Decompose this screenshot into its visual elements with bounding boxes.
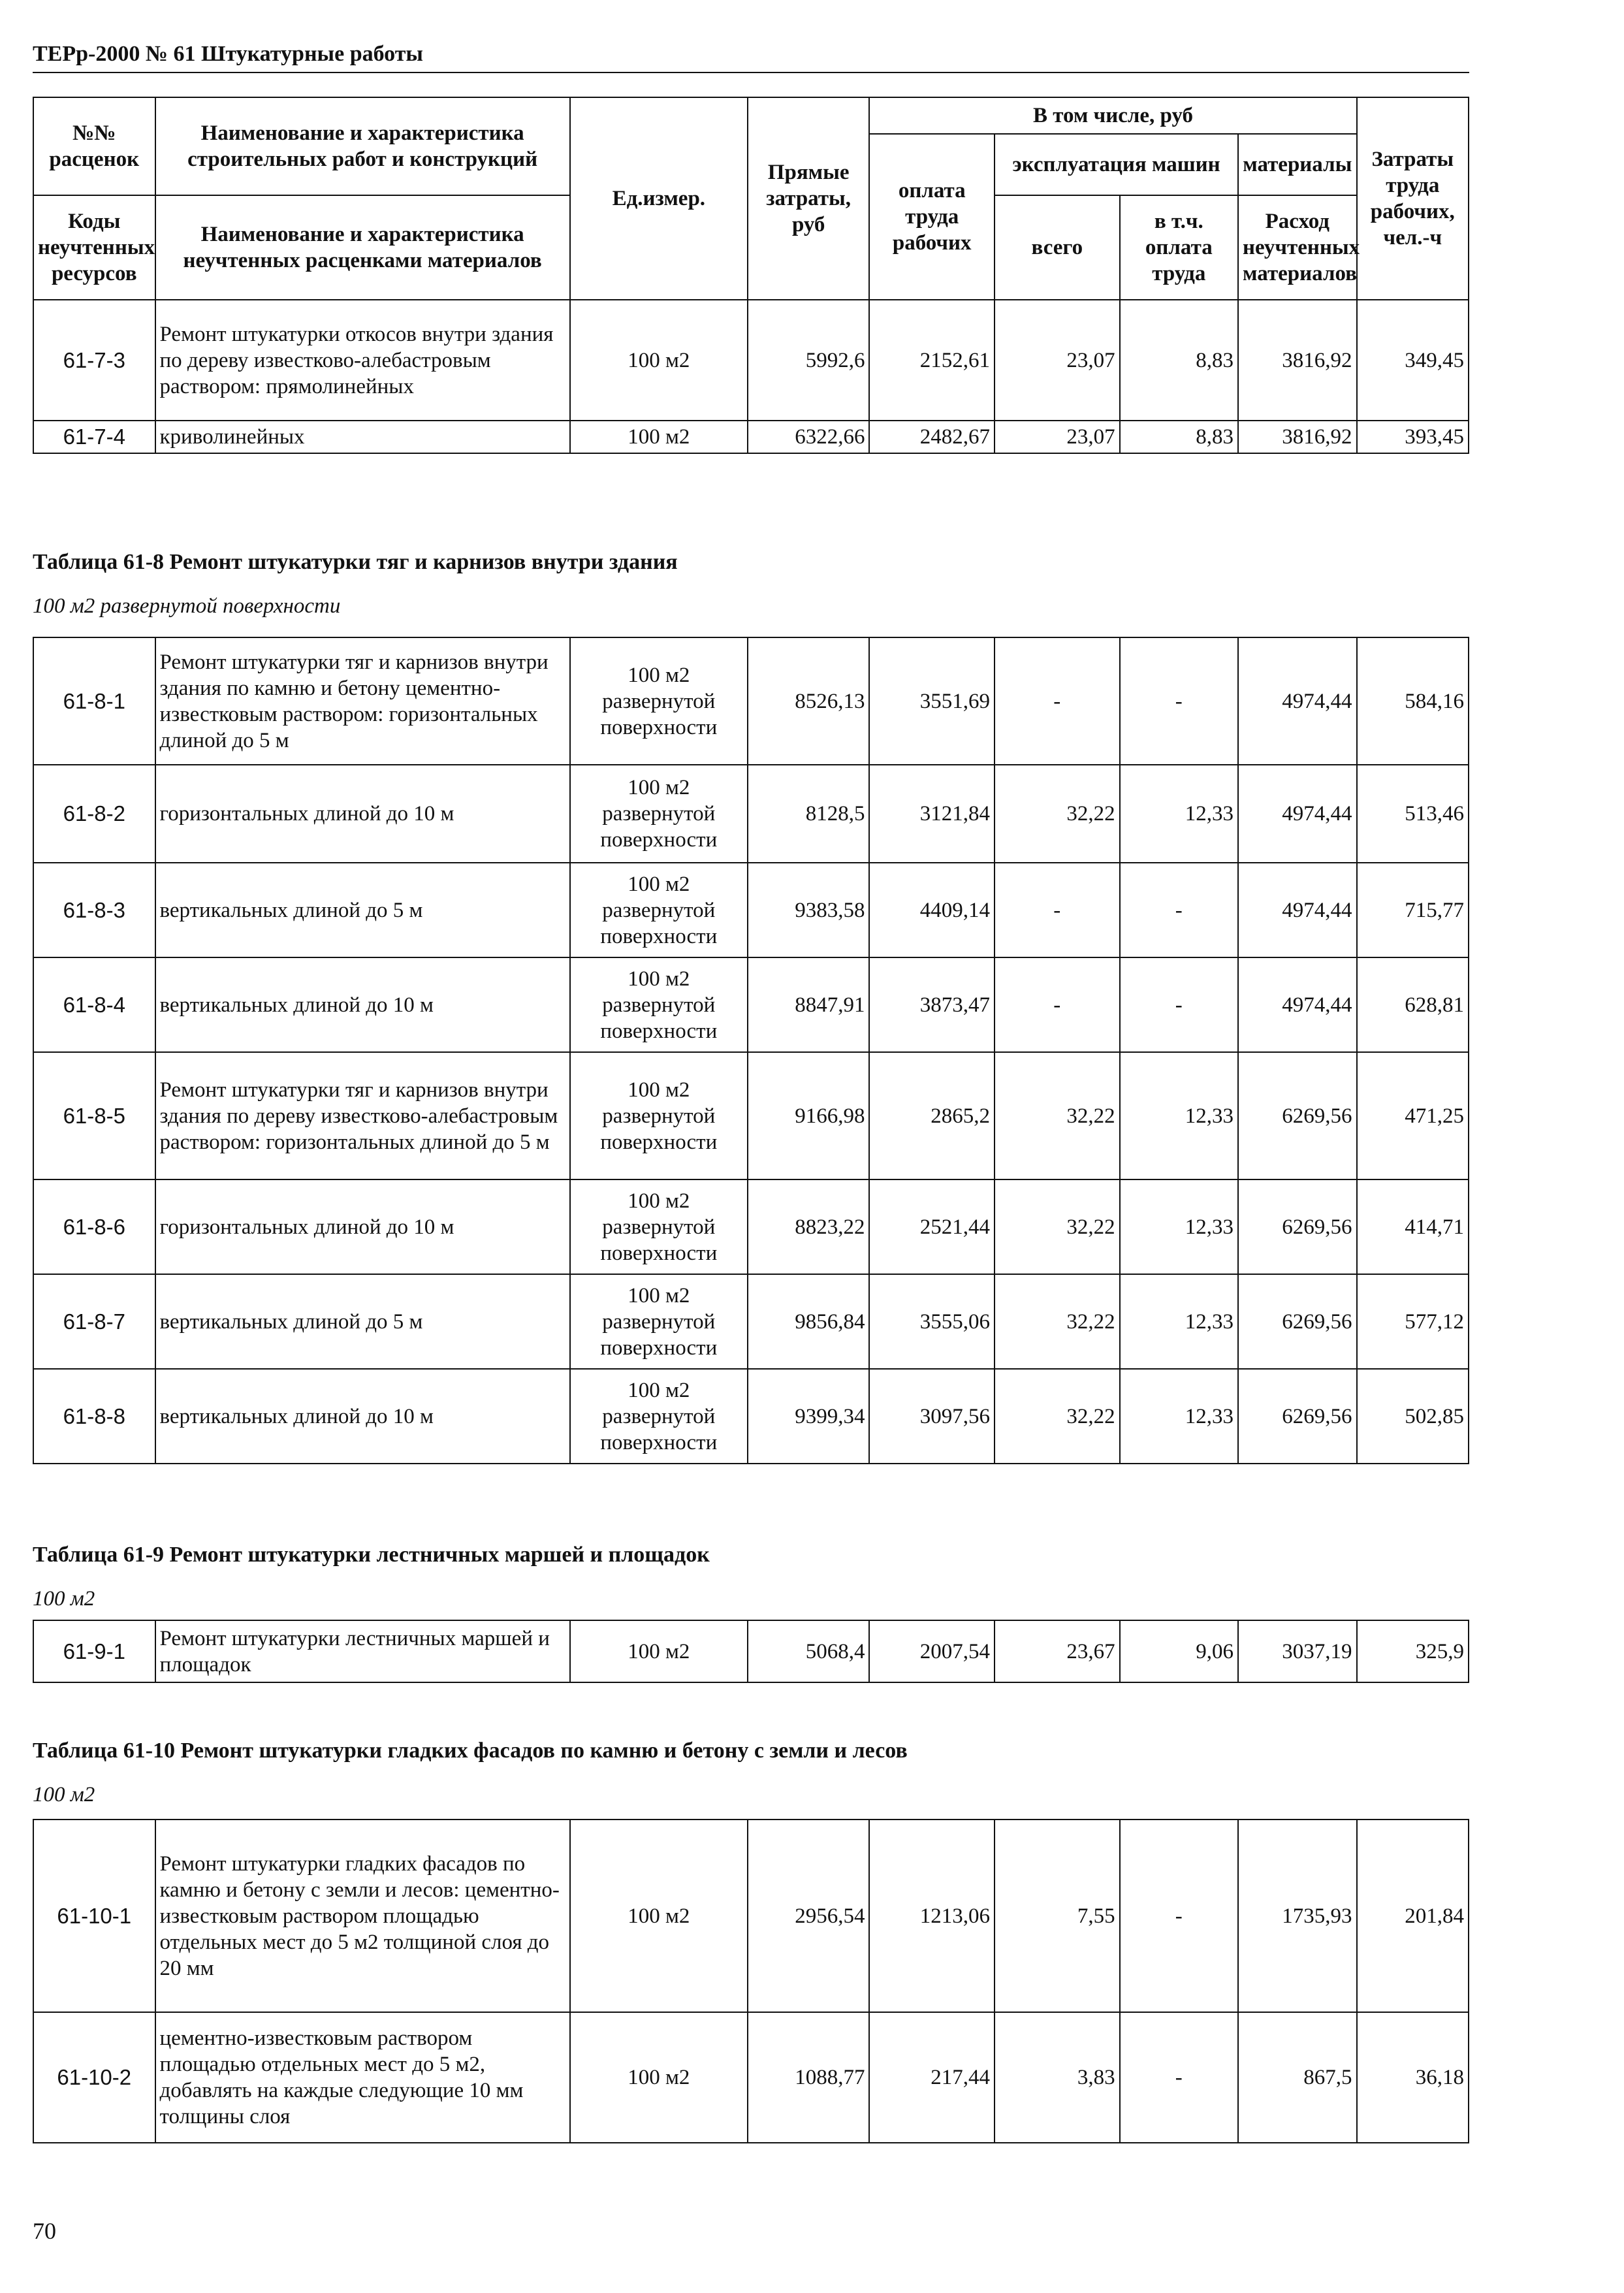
rate-code-cell: 61-8-1 [33,637,155,765]
machine-costs-cell: 32,22 [995,1274,1120,1369]
work-description-cell: цементно-известковым раствором площадью отдельных мест до 5 м2, добавлять на каждые следующие 10 мм толщины слоя [155,2012,570,2143]
table-row [33,300,1469,421]
materials-cost-cell: 4974,44 [1238,863,1356,957]
labor-pay-cell: 2521,44 [869,1179,995,1274]
labor-pay-cell: 3097,56 [869,1369,995,1464]
labor-pay-cell: 3555,06 [869,1274,995,1369]
machine-labor-pay-cell: - [1120,637,1238,765]
table-row [33,863,1469,957]
unit-of-measure-cell: 100 м2 развернутой поверхности [570,957,748,1052]
page-number: 70 [33,2218,56,2244]
unit-of-measure-cell: 100 м2 [570,1820,748,2012]
header-name-bottom: Наименование и характеристика неучтенных расценками материалов [155,195,570,300]
work-description-cell: криволинейных [155,421,570,453]
direct-costs-cell: 9166,98 [748,1052,870,1179]
work-description-cell: Ремонт штукатурки гладких фасадов по камню и бетону с земли и лесов: цементно-известковым раствором площадью отдельных мест до 5 м2 толщиной слоя до 20 мм [155,1820,570,2012]
direct-costs-cell: 9383,58 [748,863,870,957]
table-61-10-title: Таблица 61-10 Ремонт штукатурки гладких фасадов по камню и бетону с земли и лесов [33,1739,908,1763]
labor-pay-cell: 3121,84 [869,765,995,863]
work-description-cell: горизонтальных длиной до 10 м [155,765,570,863]
unit-of-measure-cell: 100 м2 [570,2012,748,2143]
work-description-cell: вертикальных длиной до 10 м [155,957,570,1052]
header-direct-costs: Прямые затраты, руб [748,97,870,300]
machine-costs-cell: - [995,863,1120,957]
labor-hours-cell: 325,9 [1357,1620,1469,1682]
materials-cost-cell: 6269,56 [1238,1052,1356,1179]
table-row [33,421,1469,453]
direct-costs-cell: 8128,5 [748,765,870,863]
machine-labor-pay-cell: 12,33 [1120,1179,1238,1274]
materials-cost-cell: 3816,92 [1238,300,1356,421]
labor-pay-cell: 2152,61 [869,300,995,421]
table-61-9-unit: 100 м2 [33,1587,95,1611]
header-machines-total: всего [995,195,1120,300]
direct-costs-cell: 5068,4 [748,1620,870,1682]
direct-costs-cell: 9856,84 [748,1274,870,1369]
rates-table-61-7 [33,97,1469,454]
rate-code-cell: 61-8-4 [33,957,155,1052]
unit-of-measure-cell: 100 м2 [570,1620,748,1682]
page-title: ТЕРр-2000 № 61 Штукатурные работы [33,42,423,66]
table-61-8-title: Таблица 61-8 Ремонт штукатурки тяг и карнизов внутри здания [33,550,678,574]
labor-pay-cell: 217,44 [869,2012,995,2143]
rates-table-61-8 [33,637,1469,1464]
labor-hours-cell: 349,45 [1357,300,1469,421]
table-row [33,1369,1469,1464]
direct-costs-cell: 5992,6 [748,300,870,421]
direct-costs-cell: 6322,66 [748,421,870,453]
unit-of-measure-cell: 100 м2 развернутой поверхности [570,637,748,765]
machine-costs-cell: - [995,637,1120,765]
table-row [33,1274,1469,1369]
machine-costs-cell: - [995,957,1120,1052]
table-row [33,1052,1469,1179]
materials-cost-cell: 6269,56 [1238,1369,1356,1464]
table-61-10-unit: 100 м2 [33,1783,95,1806]
materials-cost-cell: 4974,44 [1238,957,1356,1052]
materials-cost-cell: 6269,56 [1238,1274,1356,1369]
header-machines: эксплуатация машин [995,134,1238,195]
labor-hours-cell: 36,18 [1357,2012,1469,2143]
labor-hours-cell: 471,25 [1357,1052,1469,1179]
rate-code-cell: 61-8-3 [33,863,155,957]
labor-hours-cell: 201,84 [1357,1820,1469,2012]
header-materials: материалы [1238,134,1356,195]
machine-labor-pay-cell: 9,06 [1120,1620,1238,1682]
machine-costs-cell: 32,22 [995,1369,1120,1464]
labor-pay-cell: 2865,2 [869,1052,995,1179]
labor-hours-cell: 628,81 [1357,957,1469,1052]
unit-of-measure-cell: 100 м2 развернутой поверхности [570,1179,748,1274]
rate-code-cell: 61-8-8 [33,1369,155,1464]
rates-table-61-9 [33,1620,1469,1683]
labor-pay-cell: 3551,69 [869,637,995,765]
machine-labor-pay-cell: - [1120,1820,1238,2012]
work-description-cell: вертикальных длиной до 10 м [155,1369,570,1464]
labor-hours-cell: 513,46 [1357,765,1469,863]
machine-labor-pay-cell: - [1120,863,1238,957]
materials-cost-cell: 3037,19 [1238,1620,1356,1682]
direct-costs-cell: 2956,54 [748,1820,870,2012]
header-code-top: №№ расценок [33,97,155,195]
title-rule [33,72,1469,73]
unit-of-measure-cell: 100 м2 развернутой поверхности [570,863,748,957]
machine-costs-cell: 23,07 [995,300,1120,421]
rate-code-cell: 61-10-2 [33,2012,155,2143]
machine-costs-cell: 32,22 [995,1179,1120,1274]
table-row [33,2012,1469,2143]
labor-hours-cell: 584,16 [1357,637,1469,765]
materials-cost-cell: 6269,56 [1238,1179,1356,1274]
table-row [33,1179,1469,1274]
labor-pay-cell: 3873,47 [869,957,995,1052]
machine-costs-cell: 23,67 [995,1620,1120,1682]
rate-code-cell: 61-8-2 [33,765,155,863]
materials-cost-cell: 4974,44 [1238,765,1356,863]
unit-of-measure-cell: 100 м2 развернутой поверхности [570,1369,748,1464]
header-materials-unaccounted: Расход неучтенных материалов [1238,195,1356,300]
machine-labor-pay-cell: 12,33 [1120,1369,1238,1464]
labor-hours-cell: 502,85 [1357,1369,1469,1464]
rate-code-cell: 61-8-5 [33,1052,155,1179]
machine-costs-cell: 7,55 [995,1820,1120,2012]
unit-of-measure-cell: 100 м2 [570,300,748,421]
table-row [33,637,1469,765]
work-description-cell: вертикальных длиной до 5 м [155,1274,570,1369]
machine-costs-cell: 3,83 [995,2012,1120,2143]
table-row [33,1820,1469,2012]
rate-code-cell: 61-8-7 [33,1274,155,1369]
materials-cost-cell: 3816,92 [1238,421,1356,453]
unit-of-measure-cell: 100 м2 развернутой поверхности [570,1274,748,1369]
rates-table-61-10 [33,1819,1469,2143]
table-row [33,957,1469,1052]
machine-costs-cell: 32,22 [995,1052,1120,1179]
direct-costs-cell: 9399,34 [748,1369,870,1464]
machine-labor-pay-cell: 8,83 [1120,421,1238,453]
rate-code-cell: 61-7-3 [33,300,155,421]
direct-costs-cell: 1088,77 [748,2012,870,2143]
labor-pay-cell: 2482,67 [869,421,995,453]
header-name-top: Наименование и характеристика строительных работ и конструкций [155,97,570,195]
header-code-bottom: Коды неучтенных ресурсов [33,195,155,300]
table-61-9-title: Таблица 61-9 Ремонт штукатурки лестничных маршей и площадок [33,1543,710,1567]
materials-cost-cell: 4974,44 [1238,637,1356,765]
direct-costs-cell: 8823,22 [748,1179,870,1274]
labor-hours-cell: 715,77 [1357,863,1469,957]
machine-costs-cell: 23,07 [995,421,1120,453]
materials-cost-cell: 1735,93 [1238,1820,1356,2012]
machine-labor-pay-cell: 12,33 [1120,765,1238,863]
table-row [33,1620,1469,1682]
machine-costs-cell: 32,22 [995,765,1120,863]
header-labor-hours: Затраты труда рабочих, чел.-ч [1357,97,1469,300]
rate-code-cell: 61-9-1 [33,1620,155,1682]
direct-costs-cell: 8526,13 [748,637,870,765]
header-labor-pay: оплата труда рабочих [869,134,995,300]
unit-of-measure-cell: 100 м2 [570,421,748,453]
labor-pay-cell: 1213,06 [869,1820,995,2012]
machine-labor-pay-cell: - [1120,2012,1238,2143]
work-description-cell: Ремонт штукатурки откосов внутри здания по дереву известково-алебастровым раствором: прямолинейных [155,300,570,421]
labor-hours-cell: 414,71 [1357,1179,1469,1274]
labor-hours-cell: 577,12 [1357,1274,1469,1369]
machine-labor-pay-cell: 12,33 [1120,1052,1238,1179]
work-description-cell: горизонтальных длиной до 10 м [155,1179,570,1274]
unit-of-measure-cell: 100 м2 развернутой поверхности [570,765,748,863]
work-description-cell: вертикальных длиной до 5 м [155,863,570,957]
unit-of-measure-cell: 100 м2 развернутой поверхности [570,1052,748,1179]
labor-pay-cell: 4409,14 [869,863,995,957]
header-including: В том числе, руб [869,97,1356,134]
header-unit: Ед.измер. [570,97,748,300]
materials-cost-cell: 867,5 [1238,2012,1356,2143]
work-description-cell: Ремонт штукатурки тяг и карнизов внутри здания по камню и бетону цементно-известковым раствором: горизонтальных длиной до 5 м [155,637,570,765]
rate-code-cell: 61-7-4 [33,421,155,453]
table-61-8-unit: 100 м2 развернутой поверхности [33,594,341,618]
work-description-cell: Ремонт штукатурки лестничных маршей и площадок [155,1620,570,1682]
rate-code-cell: 61-10-1 [33,1820,155,2012]
machine-labor-pay-cell: 12,33 [1120,1274,1238,1369]
table-row [33,765,1469,863]
labor-pay-cell: 2007,54 [869,1620,995,1682]
rate-code-cell: 61-8-6 [33,1179,155,1274]
direct-costs-cell: 8847,91 [748,957,870,1052]
labor-hours-cell: 393,45 [1357,421,1469,453]
header-machines-labor: в т.ч. оплата труда [1120,195,1238,300]
machine-labor-pay-cell: 8,83 [1120,300,1238,421]
machine-labor-pay-cell: - [1120,957,1238,1052]
work-description-cell: Ремонт штукатурки тяг и карнизов внутри здания по дереву известково-алебастровым раствором: горизонтальных длиной до 5 м [155,1052,570,1179]
